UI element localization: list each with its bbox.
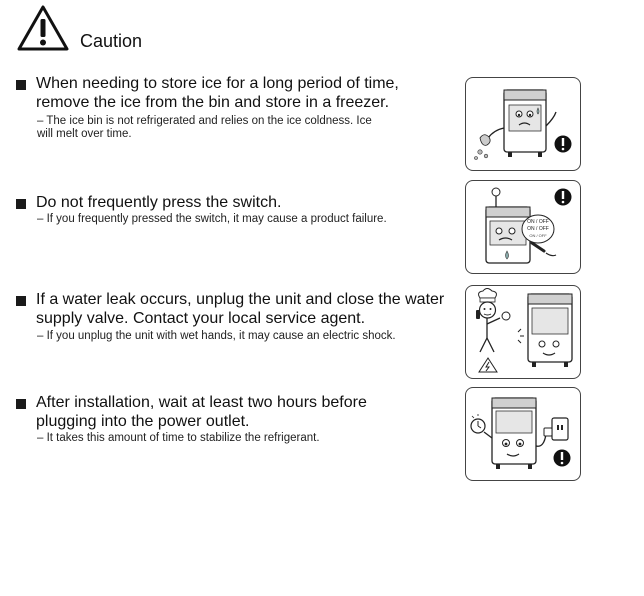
service-agent-illustration	[465, 285, 581, 379]
switch-label-3: ON / OFF	[529, 233, 547, 238]
caution-item-1	[16, 74, 456, 141]
wait-before-plugging-illustration	[465, 387, 581, 481]
bullet-square-icon	[16, 80, 26, 90]
caution-item-sub-text: – If you frequently pressed the switch, it may cause a product failure.	[37, 213, 387, 225]
caution-item-main-text: If a water leak occurs, unplug the unit and close the water supply valve. Contact your local service agent.	[36, 291, 445, 327]
caution-item-main-text: Do not frequently press the switch.	[36, 194, 282, 211]
caution-item-main-text: When needing to store ice for a long period of time, remove the ice from the bin and store in a freezer.	[36, 75, 399, 111]
bullet-square-icon	[16, 296, 26, 306]
switch-press-illustration	[465, 180, 581, 274]
caution-item-3	[16, 290, 456, 343]
bullet-square-icon	[16, 399, 26, 409]
caution-item-main-text: After installation, wait at least two hours before plugging into the power outlet.	[36, 394, 367, 430]
switch-label-2: ON / OFF	[527, 226, 549, 232]
switch-label-1: ON / OFF	[527, 219, 549, 225]
caution-item-sub-text: – It takes this amount of time to stabilize the refrigerant.	[37, 432, 320, 444]
ice-melting-machine-illustration	[465, 77, 581, 171]
caution-header	[16, 4, 142, 52]
warning-triangle-icon	[16, 4, 70, 52]
page-title: Caution	[80, 31, 143, 51]
caution-item-sub-text: – If you unplug the unit with wet hands, it may cause an electric shock.	[37, 330, 396, 342]
caution-item-2	[16, 193, 456, 226]
caution-item-4	[16, 393, 456, 445]
bullet-square-icon	[16, 199, 26, 209]
caution-item-sub-text: – The ice bin is not refrigerated and relies on the ice coldness. Ice will melt over time.	[37, 115, 372, 140]
